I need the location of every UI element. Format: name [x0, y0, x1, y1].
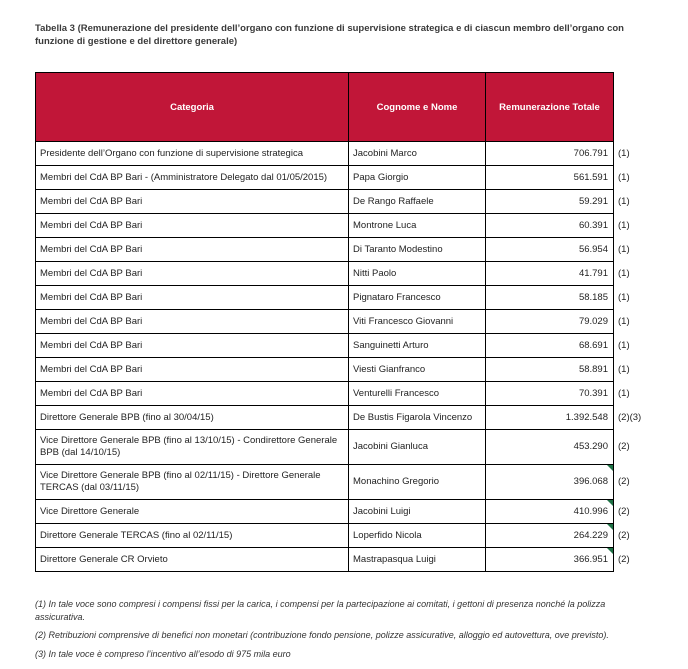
- footnote-2: (2) Retribuzioni comprensive di benefici non monetari (contribuzione fondo pensione, polizze assicurative, alloggio ed autovettura, ove previsto).: [35, 630, 609, 640]
- categoria-cell: Membri del CdA BP Bari - (Amministratore Delegato dal 01/05/2015): [36, 166, 349, 190]
- importo-cell: 70.391: [486, 382, 614, 406]
- importo-cell: 706.791: [486, 142, 614, 166]
- table-row: [36, 358, 658, 382]
- green-corner-flag-icon: [607, 524, 613, 530]
- categoria-cell: Membri del CdA BP Bari: [36, 358, 349, 382]
- nome-cell: De Rango Raffaele: [349, 190, 486, 214]
- footnote-ref-cell: (2)(3): [618, 411, 642, 423]
- categoria-cell: Membri del CdA BP Bari: [36, 262, 349, 286]
- header-remunerazione-totale: Remunerazione Totale: [486, 73, 614, 142]
- footnote-ref-cell: (2): [618, 553, 630, 565]
- nome-cell: Venturelli Francesco: [349, 382, 486, 406]
- green-corner-flag-icon: [607, 465, 613, 471]
- importo-cell: 68.691: [486, 334, 614, 358]
- footnote-ref-cell: (1): [618, 147, 630, 159]
- categoria-cell: Vice Direttore Generale BPB (fino al 13/10/15) - Condirettore Generale BPB (dal 14/10/15): [36, 430, 349, 465]
- importo-cell: 453.290: [486, 430, 614, 465]
- footnote-ref-cell: (1): [618, 219, 630, 231]
- table-header-row: [36, 73, 658, 142]
- footnotes-section: [35, 598, 635, 660]
- importo-cell: 410.996: [486, 500, 614, 524]
- table-row: [36, 334, 658, 358]
- table-row: [36, 548, 658, 572]
- footnote-ref-cell: (2): [618, 529, 630, 541]
- nome-cell: Pignataro Francesco: [349, 286, 486, 310]
- table-row: [36, 286, 658, 310]
- table-row: [36, 524, 658, 548]
- categoria-cell: Membri del CdA BP Bari: [36, 310, 349, 334]
- table-row: [36, 190, 658, 214]
- table-row: [36, 430, 658, 465]
- footnote-ref-cell: (2): [618, 505, 630, 517]
- header-cognome-nome: Cognome e Nome: [349, 73, 486, 142]
- importo-cell: 1.392.548: [486, 406, 614, 430]
- categoria-cell: Direttore Generale BPB (fino al 30/04/15): [36, 406, 349, 430]
- footnote-ref-cell: (1): [618, 243, 630, 255]
- categoria-cell: Vice Direttore Generale: [36, 500, 349, 524]
- nome-cell: Jacobini Gianluca: [349, 430, 486, 465]
- remuneration-table: [35, 72, 658, 572]
- header-nota-spacer: [614, 73, 658, 142]
- footnote-3: (3) In tale voce è compreso l’incentivo all’esodo di 975 mila euro: [35, 648, 291, 659]
- green-corner-flag-icon: [607, 500, 613, 506]
- nome-cell: Mastrapasqua Luigi: [349, 548, 486, 572]
- nome-cell: Viti Francesco Giovanni: [349, 310, 486, 334]
- footnote-ref-cell: (1): [618, 387, 630, 399]
- header-categoria: Categoria: [36, 73, 349, 142]
- importo-cell: 58.185: [486, 286, 614, 310]
- footnote-ref-cell: (1): [618, 339, 630, 351]
- categoria-cell: Membri del CdA BP Bari: [36, 238, 349, 262]
- categoria-cell: Membri del CdA BP Bari: [36, 382, 349, 406]
- categoria-cell: Direttore Generale CR Orvieto: [36, 548, 349, 572]
- categoria-cell: Presidente dell’Organo con funzione di supervisione strategica: [36, 142, 349, 166]
- categoria-cell: Direttore Generale TERCAS (fino al 02/11/15): [36, 524, 349, 548]
- nome-cell: Viesti Gianfranco: [349, 358, 486, 382]
- importo-cell: 561.591: [486, 166, 614, 190]
- categoria-cell: Membri del CdA BP Bari: [36, 190, 349, 214]
- nome-cell: De Bustis Figarola Vincenzo: [349, 406, 486, 430]
- table-row: [36, 465, 658, 500]
- footnote-ref-cell: (1): [618, 363, 630, 375]
- importo-cell: 41.791: [486, 262, 614, 286]
- importo-cell: 396.068: [486, 465, 614, 500]
- footnote-ref-cell: (2): [618, 476, 630, 487]
- table-row: [36, 238, 658, 262]
- categoria-cell: Membri del CdA BP Bari: [36, 286, 349, 310]
- importo-cell: 264.229: [486, 524, 614, 548]
- importo-cell: 79.029: [486, 310, 614, 334]
- nome-cell: Montrone Luca: [349, 214, 486, 238]
- nome-cell: Nitti Paolo: [349, 262, 486, 286]
- table-row: [36, 310, 658, 334]
- nome-cell: Jacobini Luigi: [349, 500, 486, 524]
- footnote-ref-cell: (1): [618, 315, 630, 327]
- footnote-ref-cell: (2): [618, 441, 630, 452]
- nome-cell: Di Taranto Modestino: [349, 238, 486, 262]
- table-row: [36, 166, 658, 190]
- footnote-ref-cell: (1): [618, 291, 630, 303]
- importo-cell: 59.291: [486, 190, 614, 214]
- green-corner-flag-icon: [607, 548, 613, 554]
- categoria-cell: Membri del CdA BP Bari: [36, 334, 349, 358]
- nome-cell: Sanguinetti Arturo: [349, 334, 486, 358]
- categoria-cell: Membri del CdA BP Bari: [36, 214, 349, 238]
- nome-cell: Loperfido Nicola: [349, 524, 486, 548]
- table-row: [36, 214, 658, 238]
- table-row: [36, 142, 658, 166]
- importo-cell: 60.391: [486, 214, 614, 238]
- nome-cell: Monachino Gregorio: [349, 465, 486, 500]
- table-row: [36, 262, 658, 286]
- footnote-ref-cell: (1): [618, 171, 630, 183]
- nome-cell: Jacobini Marco: [349, 142, 486, 166]
- nome-cell: Papa Giorgio: [349, 166, 486, 190]
- footnote-ref-cell: (1): [618, 195, 630, 207]
- importo-cell: 56.954: [486, 238, 614, 262]
- importo-cell: 366.951: [486, 548, 614, 572]
- table-row: [36, 406, 658, 430]
- importo-cell: 58.891: [486, 358, 614, 382]
- table-row: [36, 382, 658, 406]
- footnote-1: (1) In tale voce sono compresi i compensi fissi per la carica, i compensi per la partecipazione ai comitati, i gettoni di presenza nonché la polizza assicurativa.: [35, 599, 606, 622]
- footnote-ref-cell: (1): [618, 267, 630, 279]
- table-title: Tabella 3 (Remunerazione del presidente dell’organo con funzione di supervisione strategica e di ciascun membro dell’organo con funzione di gestione e del direttore generale): [35, 23, 624, 47]
- table-row: [36, 500, 658, 524]
- categoria-cell: Vice Direttore Generale BPB (fino al 02/11/15) - Direttore Generale TERCAS (dal 03/11/15): [36, 465, 349, 500]
